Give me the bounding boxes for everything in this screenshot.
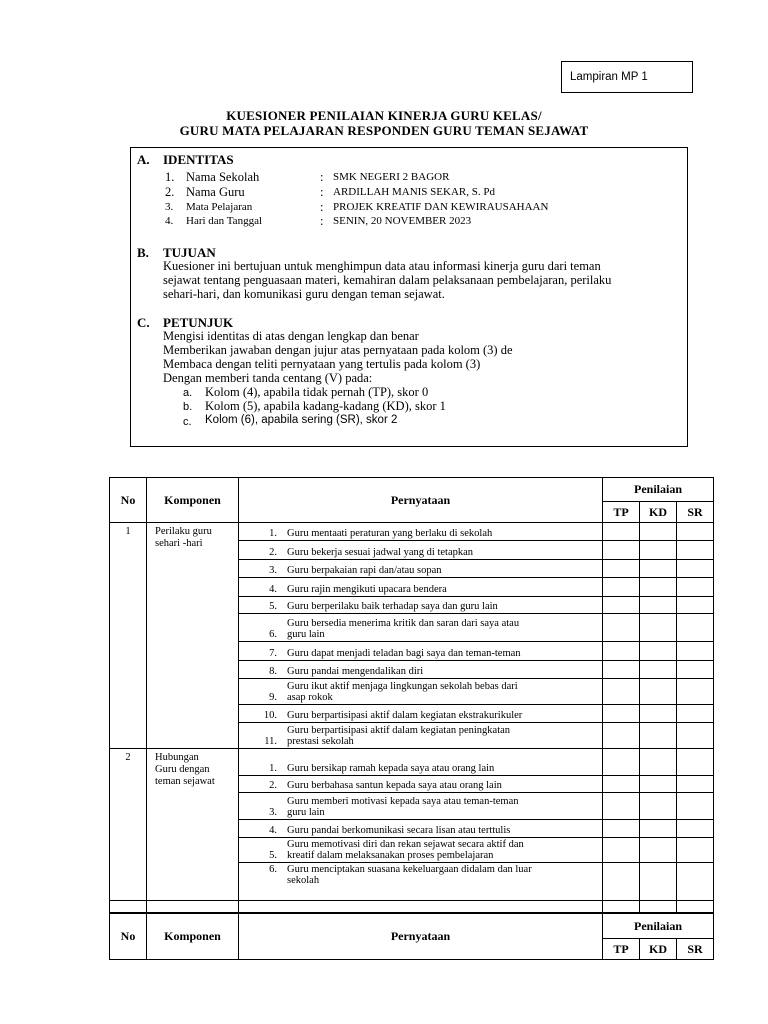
komponen-line: Hubungan (155, 752, 199, 763)
tp-cell[interactable] (603, 749, 640, 776)
sr-cell[interactable] (677, 723, 714, 749)
statement-text (281, 681, 518, 703)
sr-cell[interactable] (677, 523, 714, 541)
field-no: 2. (165, 185, 175, 199)
kd-cell[interactable] (640, 560, 677, 578)
statement-row (239, 679, 603, 705)
statement-row (239, 749, 603, 776)
statement-line: sekolah (287, 875, 320, 886)
kd-cell[interactable] (640, 541, 677, 560)
field-no: 4. (165, 215, 174, 227)
kd-cell[interactable] (640, 793, 677, 820)
komponen-line: sehari -hari (155, 538, 203, 549)
tp-cell[interactable] (603, 776, 640, 793)
komponen-cell (147, 523, 239, 749)
field-no: 3. (165, 201, 174, 213)
identitas-letter: A. (137, 152, 150, 167)
option-text: Kolom (5), apabila kadang-kadang (KD), skor 1 (205, 399, 446, 413)
tp-cell[interactable] (603, 723, 640, 749)
statement-row (239, 541, 603, 560)
field-sep: : (320, 200, 324, 214)
komponen-line: Perilaku guru (155, 526, 212, 537)
option-text: Kolom (4), apabila tidak pernah (TP), skor 0 (205, 385, 429, 399)
sr-cell[interactable] (677, 820, 714, 838)
statement-text (281, 864, 532, 886)
sr-cell[interactable] (677, 838, 714, 863)
item-number: 5. (269, 850, 277, 861)
tp-cell[interactable] (603, 578, 640, 597)
header-pernyataan: Pernyataan (239, 478, 603, 523)
item-number: 11. (264, 736, 277, 747)
header-kd: KD (640, 939, 677, 960)
statement-row (239, 523, 603, 541)
hari-tanggal-value: SENIN, 20 NOVEMBER 2023 (333, 215, 472, 227)
field-sep: : (320, 214, 324, 228)
kd-cell[interactable] (640, 705, 677, 723)
tp-cell[interactable] (603, 679, 640, 705)
tp-cell[interactable] (603, 541, 640, 560)
field-label: Hari dan Tanggal (186, 215, 263, 227)
tp-cell[interactable] (603, 614, 640, 642)
option-letter: b. (183, 401, 193, 413)
statement-text (281, 839, 524, 861)
kd-cell[interactable] (640, 597, 677, 614)
lampiran-label: Lampiran MP 1 (561, 61, 693, 93)
statement-text: Guru bekerja sesuai jadwal yang di tetapkan (287, 547, 474, 558)
header-penilaian: Penilaian (603, 478, 714, 502)
header-komponen: Komponen (147, 914, 239, 960)
statement-row (239, 642, 603, 661)
kd-cell[interactable] (640, 523, 677, 541)
statement-line: guru lain (287, 629, 325, 640)
header-pernyataan: Pernyataan (239, 914, 603, 960)
item-number: 1. (269, 528, 277, 539)
statement-text: Guru berperilaku baik terhadap saya dan guru lain (287, 601, 498, 612)
item-number: 2. (269, 780, 277, 791)
item-number: 1. (269, 763, 277, 774)
empty-cell (147, 901, 239, 913)
petunjuk-letter: C. (137, 315, 150, 330)
item-number: 3. (269, 807, 277, 818)
petunjuk-line: Membaca dengan teliti pernyataan yang tertulis pada kolom (3) (163, 357, 481, 371)
statement-row (239, 820, 603, 838)
questionnaire-table-continued (109, 913, 714, 960)
tujuan-line: Kuesioner ini bertujuan untuk menghimpun data atau informasi kinerja guru dari teman (163, 259, 601, 273)
field-label: Nama Sekolah (186, 170, 260, 184)
statement-row (239, 705, 603, 723)
sr-cell[interactable] (677, 793, 714, 820)
kd-cell[interactable] (640, 642, 677, 661)
statement-line: Guru berpartisipasi aktif dalam kegiatan peningkatan (287, 725, 511, 736)
sr-cell[interactable] (677, 642, 714, 661)
statement-text: Guru berpakaian rapi dan/atau sopan (287, 565, 442, 576)
kd-cell[interactable] (640, 863, 677, 901)
statement-line: kreatif dalam melaksanakan proses pembelajaran (287, 850, 494, 861)
statement-row (239, 578, 603, 597)
sr-cell[interactable] (677, 560, 714, 578)
field-sep: : (320, 170, 324, 184)
petunjuk-line: Dengan memberi tanda centang (V) pada: (163, 371, 373, 385)
item-number: 4. (269, 825, 277, 836)
statement-text (281, 618, 519, 640)
statement-text: Guru dapat menjadi teladan bagi saya dan teman-teman (287, 648, 521, 659)
item-number: 3. (269, 565, 277, 576)
tujuan-heading: TUJUAN (163, 245, 216, 260)
tujuan-line: sehari-hari, dan komunikasi guru dengan teman sejawat. (163, 287, 445, 301)
item-number: 2. (269, 547, 277, 558)
mata-pelajaran-value: PROJEK KREATIF DAN KEWIRAUSAHAAN (333, 201, 549, 213)
tujuan-letter: B. (137, 245, 149, 260)
petunjuk-heading: PETUNJUK (163, 315, 234, 330)
tp-cell[interactable] (603, 901, 640, 913)
statement-text: Guru berbahasa santun kepada saya atau orang lain (287, 780, 502, 791)
statement-text: Guru pandai mengendalikan diri (287, 666, 424, 677)
statement-line: guru lain (287, 807, 325, 818)
field-label: Nama Guru (186, 185, 245, 199)
field-sep: : (320, 185, 324, 199)
item-number: 9. (269, 692, 277, 703)
statement-row (239, 597, 603, 614)
sr-cell[interactable] (677, 679, 714, 705)
sr-cell[interactable] (677, 661, 714, 679)
kd-cell[interactable] (640, 723, 677, 749)
sr-cell[interactable] (677, 597, 714, 614)
komponen-line: Guru dengan (155, 764, 210, 775)
header-tp: TP (603, 939, 640, 960)
empty-cell (110, 901, 147, 913)
header-no: No (110, 914, 147, 960)
sr-cell[interactable] (677, 863, 714, 901)
statement-line: Guru memberi motivasi kepada saya atau teman-teman (287, 796, 519, 807)
title-line-2: GURU MATA PELAJARAN RESPONDEN GURU TEMAN SEJAWAT (179, 123, 589, 138)
item-number: 7. (269, 648, 277, 659)
statement-line: Guru ikut aktif menjaga lingkungan sekolah bebas dari (287, 681, 518, 692)
header-kd: KD (640, 502, 677, 523)
statement-line: Guru memotivasi diri dan rekan sejawat secara aktif dan (287, 839, 524, 850)
header-sr: SR (677, 939, 714, 960)
kd-cell[interactable] (640, 820, 677, 838)
tp-cell[interactable] (603, 793, 640, 820)
field-label: Mata Pelajaran (186, 201, 253, 213)
header-komponen: Komponen (147, 478, 239, 523)
item-number: 8. (269, 666, 277, 677)
statement-row (239, 838, 603, 863)
petunjuk-line: Mengisi identitas di atas dengan lengkap dan benar (163, 329, 419, 343)
item-number: 4. (269, 584, 277, 595)
item-number: 10. (263, 710, 277, 721)
item-number: 6. (269, 864, 277, 875)
section-number: 1 (110, 523, 147, 749)
statement-row (239, 776, 603, 793)
empty-cell (239, 901, 603, 913)
petunjuk-line: Memberikan jawaban dengan jujur atas pernyataan pada kolom (3) de (163, 343, 513, 357)
statement-line: prestasi sekolah (287, 736, 354, 747)
tujuan-line: sejawat tentang penguasaan materi, kemahiran dalam pelaksanaan pembelajaran, perilaku (163, 273, 612, 287)
kd-cell[interactable] (640, 661, 677, 679)
questionnaire-table (109, 477, 714, 913)
sr-cell[interactable] (677, 749, 714, 776)
tp-cell[interactable] (603, 642, 640, 661)
identitas-heading: IDENTITAS (163, 152, 234, 167)
komponen-line: teman sejawat (155, 776, 215, 787)
title-line-1: KUESIONER PENILAIAN KINERJA GURU KELAS/ (226, 108, 542, 123)
statement-text: Guru bersikap ramah kepada saya atau orang lain (287, 763, 495, 774)
field-no: 1. (165, 170, 175, 184)
tp-cell[interactable] (603, 597, 640, 614)
option-text: Kolom (6), apabila sering (SR), skor 2 (205, 414, 398, 426)
tp-cell[interactable] (603, 705, 640, 723)
option-letter: a. (183, 387, 193, 399)
statement-row (239, 863, 603, 901)
sr-cell[interactable] (677, 541, 714, 560)
kd-cell[interactable] (640, 614, 677, 642)
statement-row (239, 614, 603, 642)
statement-text: Guru pandai berkomunikasi secara lisan atau terttulis (287, 825, 511, 836)
tp-cell[interactable] (603, 838, 640, 863)
statement-row (239, 560, 603, 578)
sr-cell[interactable] (677, 776, 714, 793)
header-sr: SR (677, 502, 714, 523)
tp-cell[interactable] (603, 661, 640, 679)
statement-text (281, 796, 519, 818)
option-letter: c. (183, 416, 192, 428)
kd-cell[interactable] (640, 578, 677, 597)
kd-cell[interactable] (640, 776, 677, 793)
item-number: 6. (269, 629, 277, 640)
kd-cell[interactable] (640, 679, 677, 705)
kd-cell[interactable] (640, 838, 677, 863)
statement-row (239, 723, 603, 749)
statement-line: asap rokok (287, 692, 333, 703)
sr-cell[interactable] (677, 705, 714, 723)
kd-cell[interactable] (640, 901, 677, 913)
statement-line: Guru menciptakan suasana kekeluargaan didalam dan luar (287, 864, 532, 875)
tp-cell[interactable] (603, 863, 640, 901)
komponen-cell (147, 749, 239, 901)
section-number: 2 (110, 749, 147, 901)
tp-cell[interactable] (603, 820, 640, 838)
header-no: No (110, 478, 147, 523)
header-penilaian: Penilaian (603, 914, 714, 939)
sr-cell[interactable] (677, 614, 714, 642)
tp-cell[interactable] (603, 523, 640, 541)
statement-row (239, 793, 603, 820)
header-tp: TP (603, 502, 640, 523)
statement-text: Guru berpartisipasi aktif dalam kegiatan ekstrakurikuler (287, 710, 523, 721)
tp-cell[interactable] (603, 560, 640, 578)
nama-guru-value: ARDILLAH MANIS SEKAR, S. Pd (333, 186, 495, 198)
statement-line: Guru bersedia menerima kritik dan saran dari saya atau (287, 618, 520, 629)
nama-sekolah-value: SMK NEGERI 2 BAGOR (333, 171, 450, 183)
statement-row (239, 661, 603, 679)
kd-cell[interactable] (640, 749, 677, 776)
statement-text: Guru mentaati peraturan yang berlaku di sekolah (287, 528, 493, 539)
statement-text: Guru rajin mengikuti upacara bendera (287, 584, 447, 595)
item-number: 5. (269, 601, 277, 612)
sr-cell[interactable] (677, 901, 714, 913)
sr-cell[interactable] (677, 578, 714, 597)
statement-text (281, 725, 510, 747)
